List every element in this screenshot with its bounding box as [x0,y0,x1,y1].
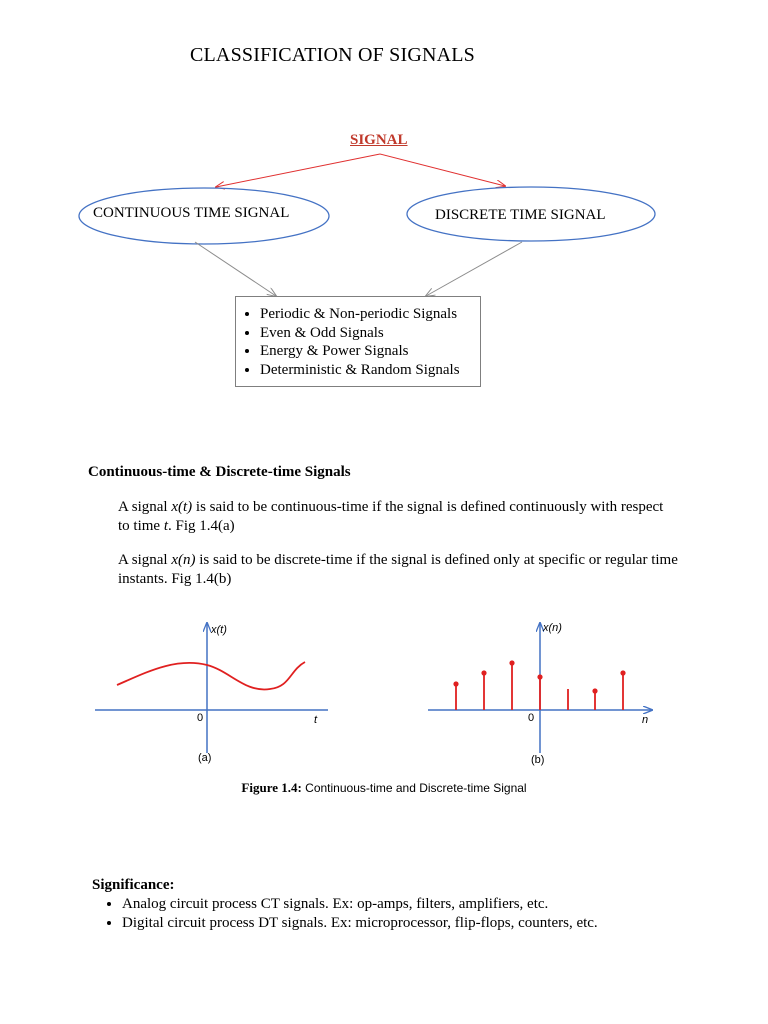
root-arrow-left [216,154,380,187]
x-axis-label: t [314,714,318,726]
significance-heading: Significance: [92,877,175,893]
caption-text: Continuous-time and Discrete-time Signal [301,781,527,795]
sample-dot [537,674,542,679]
classification-list [236,297,480,379]
sample-dot [481,670,486,675]
figure-tag: (a) [198,752,212,764]
class-item: • Periodic & Non-periodic Signals [260,305,480,324]
figure-tag: (b) [531,754,545,766]
class-item: • Energy & Power Signals [260,342,480,361]
caption-label: Figure 1.4: [241,780,302,795]
text-run: A signal [118,499,172,515]
math-x-t: x(t) [171,499,193,515]
origin-label: 0 [528,712,535,724]
paragraph-discrete-time [118,551,678,589]
text-run: is said to be continuous-time if the signal is defined continuously with respect to time [118,499,664,534]
text-run: . Fig 1.4(a) [168,518,235,534]
math-x-n: x(n) [171,552,196,568]
y-axis-label: x(n) [543,622,562,634]
significance-list [84,895,722,933]
page-title: CLASSIFICATION OF SIGNALS [189,44,476,66]
sample-dot [592,688,597,693]
sample-dot [620,670,625,675]
class-item: • Deterministic & Random Signals [260,361,480,380]
significance-item: • Digital circuit process DT signals. Ex: microprocessor, flip-flops, counters, etc. [122,914,722,933]
figure-continuous-time [90,615,340,775]
continuous-time-label: CONTINUOUS TIME SIGNAL [93,205,290,221]
paragraph-continuous-time [118,498,678,536]
y-axis-label: x(t) [211,624,227,636]
figure-discrete-time [420,615,670,775]
text-run: A signal [118,552,172,568]
continuous-signal-curve [117,662,305,689]
origin-label: 0 [197,712,204,724]
text-run: is said to be discrete-time if the signal is defined only at specific or regular time instants. Fig 1.4(b) [118,552,678,587]
sample-dot [453,681,458,686]
significance-item: • Analog circuit process CT signals. Ex: op-amps, filters, amplifiers, etc. [122,895,722,914]
x-axis-label: n [642,714,649,726]
figure-caption [0,780,768,796]
classification-box [235,296,481,387]
gray-arrow-right [426,242,522,296]
signal-root-label: SIGNAL [350,132,408,148]
math-t: t [163,518,168,534]
root-arrow-right [380,154,505,186]
sample-dot [509,660,514,665]
gray-arrow-left [195,242,276,296]
discrete-time-label: DISCRETE TIME SIGNAL [435,207,606,223]
section-heading: Continuous-time & Discrete-time Signals [88,464,351,480]
class-item: • Even & Odd Signals [260,324,480,343]
